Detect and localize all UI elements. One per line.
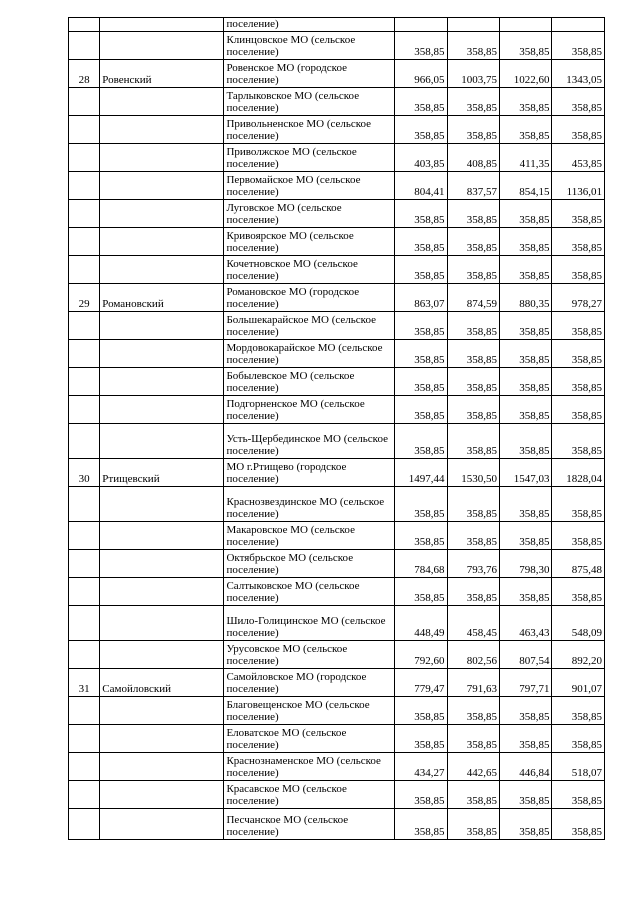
district-name-cell bbox=[100, 339, 224, 367]
value-4-cell: 358,85 bbox=[552, 577, 605, 605]
value-2-cell: 1530,50 bbox=[447, 458, 499, 486]
row-number-cell bbox=[69, 780, 100, 808]
value-3-cell: 358,85 bbox=[499, 311, 551, 339]
row-number-cell bbox=[69, 696, 100, 724]
value-2-cell: 358,85 bbox=[447, 255, 499, 283]
table-row bbox=[69, 227, 605, 255]
municipality-name-cell: Клинцовское МО (сельское поселение) bbox=[224, 31, 395, 59]
value-3-cell: 880,35 bbox=[499, 283, 551, 311]
municipality-name-cell: Краснозвездинское МО (сельское поселение) bbox=[224, 486, 395, 521]
value-2-cell: 358,85 bbox=[447, 115, 499, 143]
value-1-cell: 434,27 bbox=[395, 752, 447, 780]
row-number-cell bbox=[69, 577, 100, 605]
value-4-cell: 892,20 bbox=[552, 640, 605, 668]
value-4-cell: 1136,01 bbox=[552, 171, 605, 199]
value-4-cell: 978,27 bbox=[552, 283, 605, 311]
value-4-cell: 358,85 bbox=[552, 423, 605, 458]
district-name-cell bbox=[100, 18, 224, 32]
value-1-cell: 358,85 bbox=[395, 423, 447, 458]
municipality-name-cell: Октябрьское МО (сельское поселение) bbox=[224, 549, 395, 577]
value-2-cell: 358,85 bbox=[447, 31, 499, 59]
value-1-cell: 358,85 bbox=[395, 115, 447, 143]
district-name-cell bbox=[100, 87, 224, 115]
district-name-cell bbox=[100, 423, 224, 458]
value-3-cell: 1022,60 bbox=[499, 59, 551, 87]
row-number-cell bbox=[69, 143, 100, 171]
value-2-cell: 793,76 bbox=[447, 549, 499, 577]
value-2-cell: 802,56 bbox=[447, 640, 499, 668]
value-3-cell: 358,85 bbox=[499, 696, 551, 724]
value-3-cell: 411,35 bbox=[499, 143, 551, 171]
table-row bbox=[69, 199, 605, 227]
value-4-cell: 548,09 bbox=[552, 605, 605, 640]
district-name-cell bbox=[100, 255, 224, 283]
value-4-cell: 1343,05 bbox=[552, 59, 605, 87]
table-row bbox=[69, 283, 605, 311]
value-1-cell: 358,85 bbox=[395, 311, 447, 339]
value-1-cell: 358,85 bbox=[395, 87, 447, 115]
row-number-cell bbox=[69, 115, 100, 143]
district-name-cell bbox=[100, 115, 224, 143]
value-1-cell: 448,49 bbox=[395, 605, 447, 640]
value-2-cell: 358,85 bbox=[447, 87, 499, 115]
municipality-name-cell: Салтыковское МО (сельское поселение) bbox=[224, 577, 395, 605]
value-3-cell: 358,85 bbox=[499, 808, 551, 839]
district-name-cell bbox=[100, 549, 224, 577]
value-2-cell: 358,85 bbox=[447, 808, 499, 839]
value-3-cell bbox=[499, 18, 551, 32]
municipality-name-cell: Ровенское МО (городское поселение) bbox=[224, 59, 395, 87]
value-4-cell: 358,85 bbox=[552, 780, 605, 808]
value-2-cell: 358,85 bbox=[447, 199, 499, 227]
value-3-cell: 358,85 bbox=[499, 423, 551, 458]
row-number-cell bbox=[69, 724, 100, 752]
value-4-cell: 358,85 bbox=[552, 808, 605, 839]
row-number-cell bbox=[69, 339, 100, 367]
table-row bbox=[69, 780, 605, 808]
table-row bbox=[69, 143, 605, 171]
value-2-cell: 442,65 bbox=[447, 752, 499, 780]
value-2-cell: 358,85 bbox=[447, 780, 499, 808]
value-3-cell: 358,85 bbox=[499, 395, 551, 423]
value-1-cell: 792,60 bbox=[395, 640, 447, 668]
row-number-cell bbox=[69, 549, 100, 577]
municipality-name-cell: Луговское МО (сельское поселение) bbox=[224, 199, 395, 227]
value-2-cell: 791,63 bbox=[447, 668, 499, 696]
district-name-cell bbox=[100, 577, 224, 605]
table-row bbox=[69, 458, 605, 486]
value-4-cell: 358,85 bbox=[552, 311, 605, 339]
table-row bbox=[69, 486, 605, 521]
value-4-cell: 453,85 bbox=[552, 143, 605, 171]
municipality-name-cell: Подгорненское МО (сельское поселение) bbox=[224, 395, 395, 423]
table-row bbox=[69, 395, 605, 423]
value-2-cell: 874,59 bbox=[447, 283, 499, 311]
row-number-cell bbox=[69, 87, 100, 115]
value-3-cell: 358,85 bbox=[499, 780, 551, 808]
row-number-cell bbox=[69, 199, 100, 227]
value-2-cell: 358,85 bbox=[447, 339, 499, 367]
district-name-cell bbox=[100, 640, 224, 668]
value-3-cell: 463,43 bbox=[499, 605, 551, 640]
district-name-cell bbox=[100, 395, 224, 423]
municipality-name-cell: Усть-Щербединское МО (сельское поселение) bbox=[224, 423, 395, 458]
value-2-cell: 358,85 bbox=[447, 395, 499, 423]
table-row bbox=[69, 752, 605, 780]
value-3-cell: 797,71 bbox=[499, 668, 551, 696]
row-number-cell bbox=[69, 423, 100, 458]
municipality-name-cell: Краснознаменское МО (сельское поселение) bbox=[224, 752, 395, 780]
value-2-cell: 358,85 bbox=[447, 367, 499, 395]
value-3-cell: 798,30 bbox=[499, 549, 551, 577]
table-row bbox=[69, 605, 605, 640]
municipality-name-cell: Кочетновское МО (сельское поселение) bbox=[224, 255, 395, 283]
district-name-cell bbox=[100, 752, 224, 780]
value-2-cell bbox=[447, 18, 499, 32]
district-name-cell bbox=[100, 171, 224, 199]
value-1-cell: 358,85 bbox=[395, 808, 447, 839]
row-number-cell bbox=[69, 18, 100, 32]
value-2-cell: 358,85 bbox=[447, 227, 499, 255]
table-row bbox=[69, 640, 605, 668]
value-1-cell: 358,85 bbox=[395, 577, 447, 605]
row-number-cell bbox=[69, 311, 100, 339]
value-1-cell: 358,85 bbox=[395, 255, 447, 283]
value-3-cell: 358,85 bbox=[499, 724, 551, 752]
value-4-cell: 358,85 bbox=[552, 87, 605, 115]
table-row bbox=[69, 115, 605, 143]
value-1-cell: 358,85 bbox=[395, 486, 447, 521]
value-1-cell: 863,07 bbox=[395, 283, 447, 311]
row-number-cell bbox=[69, 227, 100, 255]
row-number-cell: 29 bbox=[69, 283, 100, 311]
table-row bbox=[69, 31, 605, 59]
value-3-cell: 358,85 bbox=[499, 115, 551, 143]
district-name-cell bbox=[100, 724, 224, 752]
table-row bbox=[69, 549, 605, 577]
value-4-cell: 358,85 bbox=[552, 395, 605, 423]
municipality-name-cell: Кривоярское МО (сельское поселение) bbox=[224, 227, 395, 255]
value-2-cell: 358,85 bbox=[447, 521, 499, 549]
value-2-cell: 358,85 bbox=[447, 724, 499, 752]
row-number-cell bbox=[69, 486, 100, 521]
district-name-cell bbox=[100, 521, 224, 549]
value-4-cell: 358,85 bbox=[552, 255, 605, 283]
table-row bbox=[69, 577, 605, 605]
value-3-cell: 358,85 bbox=[499, 255, 551, 283]
row-number-cell bbox=[69, 752, 100, 780]
value-2-cell: 408,85 bbox=[447, 143, 499, 171]
value-3-cell: 854,15 bbox=[499, 171, 551, 199]
table-row bbox=[69, 521, 605, 549]
table-row bbox=[69, 59, 605, 87]
value-1-cell: 804,41 bbox=[395, 171, 447, 199]
value-2-cell: 358,85 bbox=[447, 486, 499, 521]
municipality-name-cell: Бобылевское МО (сельское поселение) bbox=[224, 367, 395, 395]
value-1-cell: 358,85 bbox=[395, 395, 447, 423]
table-row bbox=[69, 423, 605, 458]
value-1-cell: 358,85 bbox=[395, 780, 447, 808]
value-1-cell: 358,85 bbox=[395, 339, 447, 367]
district-name-cell: Самойловский bbox=[100, 668, 224, 696]
district-name-cell bbox=[100, 199, 224, 227]
district-name-cell bbox=[100, 780, 224, 808]
value-4-cell: 358,85 bbox=[552, 199, 605, 227]
tariff-table-body bbox=[69, 18, 605, 840]
municipality-name-cell: поселение) bbox=[224, 18, 395, 32]
row-number-cell bbox=[69, 171, 100, 199]
row-number-cell: 28 bbox=[69, 59, 100, 87]
row-number-cell bbox=[69, 640, 100, 668]
value-3-cell: 358,85 bbox=[499, 87, 551, 115]
value-4-cell bbox=[552, 18, 605, 32]
value-4-cell: 358,85 bbox=[552, 724, 605, 752]
value-3-cell: 358,85 bbox=[499, 339, 551, 367]
value-3-cell: 358,85 bbox=[499, 577, 551, 605]
district-name-cell: Романовский bbox=[100, 283, 224, 311]
table-row bbox=[69, 367, 605, 395]
municipality-name-cell: Романовское МО (городское поселение) bbox=[224, 283, 395, 311]
tariff-table bbox=[68, 17, 605, 840]
table-row bbox=[69, 724, 605, 752]
value-4-cell: 901,07 bbox=[552, 668, 605, 696]
district-name-cell bbox=[100, 143, 224, 171]
value-1-cell: 358,85 bbox=[395, 367, 447, 395]
value-3-cell: 1547,03 bbox=[499, 458, 551, 486]
municipality-name-cell: МО г.Ртищево (городское поселение) bbox=[224, 458, 395, 486]
value-1-cell: 358,85 bbox=[395, 521, 447, 549]
value-2-cell: 358,85 bbox=[447, 311, 499, 339]
value-3-cell: 358,85 bbox=[499, 31, 551, 59]
table-row bbox=[69, 171, 605, 199]
municipality-name-cell: Приволжское МО (сельское поселение) bbox=[224, 143, 395, 171]
value-4-cell: 358,85 bbox=[552, 31, 605, 59]
value-4-cell: 358,85 bbox=[552, 339, 605, 367]
value-3-cell: 807,54 bbox=[499, 640, 551, 668]
district-name-cell: Ровенский bbox=[100, 59, 224, 87]
value-4-cell: 1828,04 bbox=[552, 458, 605, 486]
table-row bbox=[69, 87, 605, 115]
value-2-cell: 358,85 bbox=[447, 423, 499, 458]
value-3-cell: 358,85 bbox=[499, 486, 551, 521]
value-4-cell: 358,85 bbox=[552, 521, 605, 549]
district-name-cell bbox=[100, 696, 224, 724]
district-name-cell bbox=[100, 31, 224, 59]
value-1-cell: 779,47 bbox=[395, 668, 447, 696]
value-4-cell: 358,85 bbox=[552, 227, 605, 255]
municipality-name-cell: Тарлыковское МО (сельское поселение) bbox=[224, 87, 395, 115]
municipality-name-cell: Большекарайское МО (сельское поселение) bbox=[224, 311, 395, 339]
district-name-cell bbox=[100, 808, 224, 839]
district-name-cell bbox=[100, 367, 224, 395]
row-number-cell: 30 bbox=[69, 458, 100, 486]
value-3-cell: 358,85 bbox=[499, 227, 551, 255]
row-number-cell bbox=[69, 808, 100, 839]
table-row bbox=[69, 808, 605, 839]
table-row bbox=[69, 696, 605, 724]
municipality-name-cell: Первомайское МО (сельское поселение) bbox=[224, 171, 395, 199]
table-row bbox=[69, 668, 605, 696]
row-number-cell bbox=[69, 367, 100, 395]
municipality-name-cell: Мордовокарайское МО (сельское поселение) bbox=[224, 339, 395, 367]
municipality-name-cell: Красавское МО (сельское поселение) bbox=[224, 780, 395, 808]
value-3-cell: 358,85 bbox=[499, 367, 551, 395]
value-1-cell: 358,85 bbox=[395, 724, 447, 752]
municipality-name-cell: Шило-Голицинское МО (сельское поселение) bbox=[224, 605, 395, 640]
municipality-name-cell: Песчанское МО (сельское поселение) bbox=[224, 808, 395, 839]
district-name-cell bbox=[100, 605, 224, 640]
row-number-cell bbox=[69, 605, 100, 640]
value-1-cell: 1497,44 bbox=[395, 458, 447, 486]
value-4-cell: 358,85 bbox=[552, 696, 605, 724]
district-name-cell: Ртищевский bbox=[100, 458, 224, 486]
value-2-cell: 458,45 bbox=[447, 605, 499, 640]
value-1-cell bbox=[395, 18, 447, 32]
row-number-cell bbox=[69, 255, 100, 283]
row-number-cell bbox=[69, 521, 100, 549]
municipality-name-cell: Самойловское МО (городское поселение) bbox=[224, 668, 395, 696]
district-name-cell bbox=[100, 311, 224, 339]
value-2-cell: 1003,75 bbox=[447, 59, 499, 87]
table-row bbox=[69, 255, 605, 283]
table-row bbox=[69, 339, 605, 367]
municipality-name-cell: Еловатское МО (сельское поселение) bbox=[224, 724, 395, 752]
municipality-name-cell: Урусовское МО (сельское поселение) bbox=[224, 640, 395, 668]
value-2-cell: 358,85 bbox=[447, 696, 499, 724]
district-name-cell bbox=[100, 227, 224, 255]
value-3-cell: 446,84 bbox=[499, 752, 551, 780]
table-row bbox=[69, 311, 605, 339]
value-1-cell: 358,85 bbox=[395, 31, 447, 59]
value-1-cell: 358,85 bbox=[395, 199, 447, 227]
value-2-cell: 358,85 bbox=[447, 577, 499, 605]
value-1-cell: 784,68 bbox=[395, 549, 447, 577]
table-row bbox=[69, 18, 605, 32]
value-4-cell: 518,07 bbox=[552, 752, 605, 780]
municipality-name-cell: Благовещенское МО (сельское поселение) bbox=[224, 696, 395, 724]
value-4-cell: 358,85 bbox=[552, 486, 605, 521]
value-4-cell: 875,48 bbox=[552, 549, 605, 577]
value-3-cell: 358,85 bbox=[499, 521, 551, 549]
row-number-cell bbox=[69, 395, 100, 423]
municipality-name-cell: Привольненское МО (сельское поселение) bbox=[224, 115, 395, 143]
row-number-cell: 31 bbox=[69, 668, 100, 696]
district-name-cell bbox=[100, 486, 224, 521]
value-1-cell: 966,05 bbox=[395, 59, 447, 87]
municipality-name-cell: Макаровское МО (сельское поселение) bbox=[224, 521, 395, 549]
row-number-cell bbox=[69, 31, 100, 59]
value-1-cell: 358,85 bbox=[395, 696, 447, 724]
value-1-cell: 403,85 bbox=[395, 143, 447, 171]
value-3-cell: 358,85 bbox=[499, 199, 551, 227]
value-2-cell: 837,57 bbox=[447, 171, 499, 199]
value-4-cell: 358,85 bbox=[552, 115, 605, 143]
value-4-cell: 358,85 bbox=[552, 367, 605, 395]
value-1-cell: 358,85 bbox=[395, 227, 447, 255]
